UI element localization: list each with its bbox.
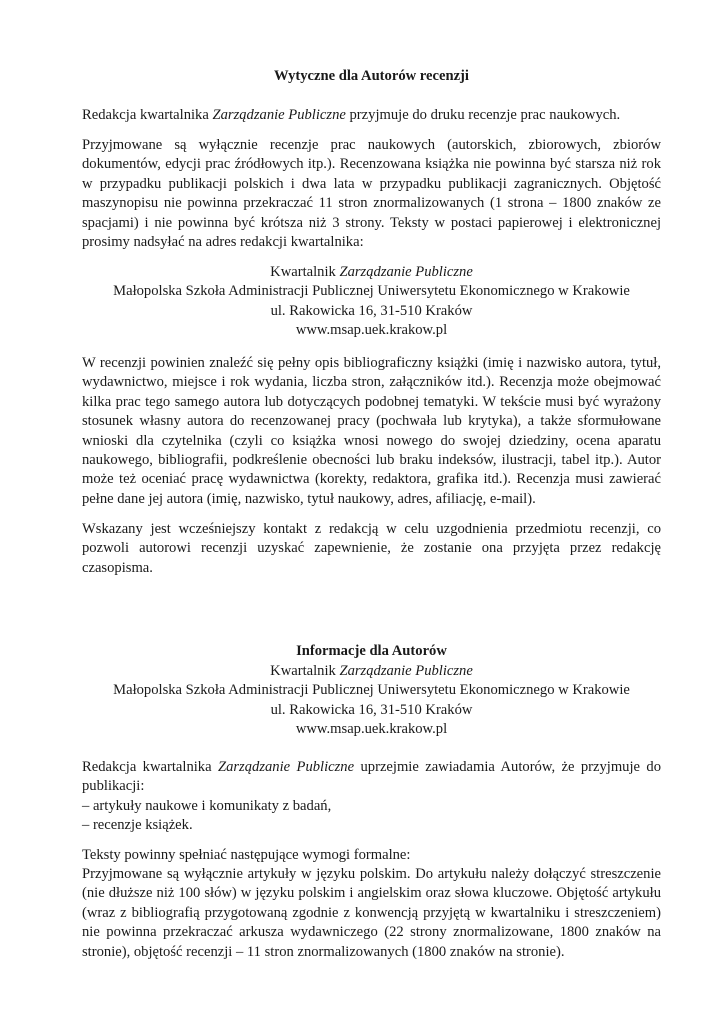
address-journal: Kwartalnik Zarządzanie Publiczne	[270, 264, 473, 280]
reviews-intro	[82, 106, 661, 125]
address-web: www.msap.uek.krakow.pl	[295, 721, 448, 738]
requirements-paragraph: Przyjmowane są wyłącznie artykuły w języku polskim. Do artykułu należy dołączyć streszczenie (nie dłuższe niż 100 słów) w języku polskim i angielskim oraz słowa kluczowe. Objętość artykułu (wraz z bibliografią przygotowaną zgodnie z konwencją przyjętą w kwartalniku i streszczeniem) nie powinna przekraczać arkusza wydawniczego (22 strony znormalizowane, 1800 znaków na stronie), objętość recenzji – 11 stron znormalizowanych (1800 znaków na stronie).	[82, 866, 661, 960]
journal-title: Zarządzanie Publiczne	[217, 759, 355, 775]
address-school: Małopolska Szkoła Administracji Publicznej Uniwersytetu Ekonomicznego w Krakowie	[113, 682, 630, 699]
list-item: – artykuły naukowe i komunikaty z badań,	[82, 798, 332, 814]
address-journal: Kwartalnik Zarządzanie Publiczne	[270, 663, 473, 679]
intro-text-before: Redakcja kwartalnika	[82, 759, 218, 775]
address-block-1	[82, 263, 661, 341]
address-street: ul. Rakowicka 16, 31-510 Kraków	[270, 701, 473, 718]
intro-text-after: uprzejmie zawiadamia Autorów, że przyjmuje do publikacji:	[82, 759, 661, 795]
requirements-title: Teksty powinny spełniać następujące wymogi formalne:	[82, 847, 411, 863]
address-block-2	[82, 662, 661, 740]
section-heading-authors: Informacje dla Autorów	[296, 643, 447, 659]
address-street: ul. Rakowicka 16, 31-510 Kraków	[270, 302, 473, 319]
section-heading-reviews: Wytyczne dla Autorów recenzji	[274, 68, 469, 84]
reviews-paragraph-2: W recenzji powinien znaleźć się pełny opis bibliograficzny książki (imię i nazwisko autora, tytuł, wydawnictwo, miejsce i rok wydania, liczba stron, załączników itd.). Recenzja może obejmować kilka prac tego samego autora lub dotyczących podobnej tematyki. W tekście musi być wyrażony stosunek własny autora do recenzowanej pracy (pochwała lub krytyka), a także sformułowane wnioski dla czytelnika (czyli co książka wnosi nowego do swojej dziedziny, ocena aparatu naukowego, bibliografii, podkreślenie obecności lub braku indeksów, ilustracji, tabel itp.). Autor może też oceniać pracę wydawnictwa (korekty, redaktora, grafika itd.). Recenzja musi zawierać pełne dane jej autora (imię, nazwisko, tytuł naukowy, adres, afiliację, e-mail).	[82, 355, 661, 507]
reviews-paragraph-3: Wskazany jest wcześniejszy kontakt z redakcją w celu uzgodnienia przedmiotu recenzji, co pozwoli autorowi recenzji uzyskać zapewnienie, że zostanie ona przyjęta przez redakcję czasopisma.	[82, 521, 661, 576]
address-web: www.msap.uek.krakow.pl	[295, 322, 448, 339]
intro-text-before: Redakcja kwartalnika	[82, 107, 213, 123]
address-school: Małopolska Szkoła Administracji Publicznej Uniwersytetu Ekonomicznego w Krakowie	[113, 283, 630, 300]
reviews-paragraph-1: Przyjmowane są wyłącznie recenzje prac naukowych (autorskich, zbiorowych, zbiorów dokumentów, edycji prac źródłowych itp.). Recenzowana książka nie powinna być starsza niż rok w przypadku publikacji polskich i dwa lata w przypadku publikacji zagranicznych. Objętość maszynopisu nie powinna przekraczać 11 stron znormalizowanych (1 strona – 1800 znaków ze spacjami) i nie powinna być krótsza niż 3 strony. Teksty w postaci papierowej i elektronicznej prosimy nadsyłać na adres redakcji kwartalnika:	[82, 137, 661, 251]
journal-title: Zarządzanie Publiczne	[212, 107, 346, 123]
list-item: – recenzje książek.	[82, 817, 193, 833]
intro-text-after: przyjmuje do druku recenzje prac naukowych.	[345, 107, 621, 123]
authors-intro	[82, 758, 661, 797]
